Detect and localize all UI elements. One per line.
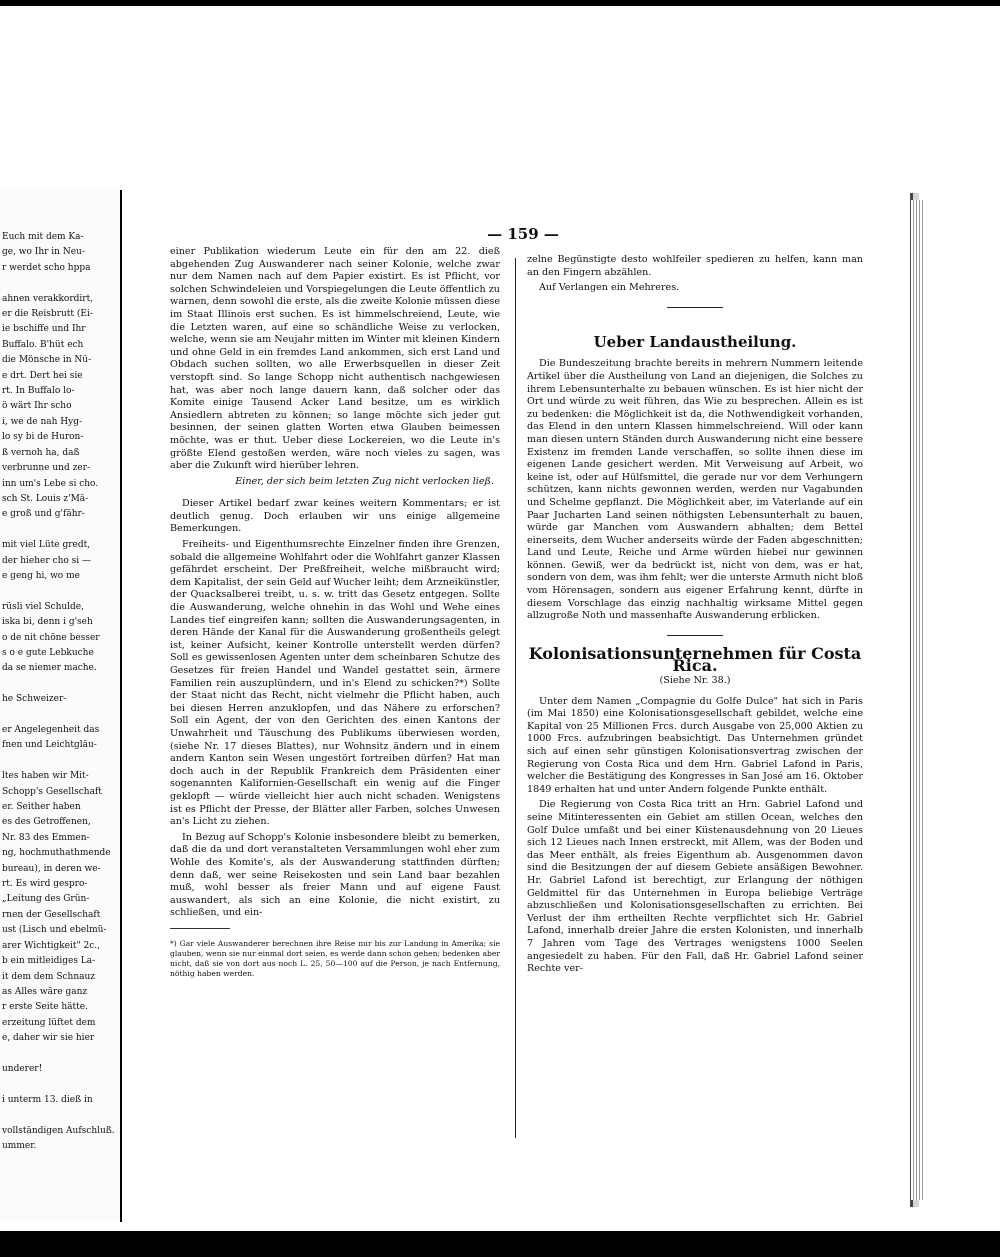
previous-page-line: ahnen verakkordirt, bbox=[2, 293, 94, 304]
previous-page-line: er die Reisbrutt (Ei- bbox=[2, 309, 93, 320]
previous-page-line: ö wärt Ihr scho bbox=[2, 401, 72, 412]
previous-page-line bbox=[2, 523, 120, 538]
scan-border-bottom bbox=[0, 1231, 1000, 1257]
previous-page-fragment bbox=[0, 190, 122, 1222]
article-paragraph: Auf Verlangen ein Mehreres. bbox=[539, 282, 680, 294]
page-number: — 159 — bbox=[487, 225, 559, 243]
previous-page-line: sch St. Louis z'Mä- bbox=[2, 493, 89, 504]
previous-page-line bbox=[2, 584, 120, 599]
previous-page-line: underer! bbox=[2, 1063, 43, 1074]
signature: Einer, der sich beim letzten Zug nicht verlocken ließ. bbox=[235, 475, 494, 487]
previous-page-line: arer Wichtigkeit" 2c., bbox=[2, 940, 100, 951]
previous-page-line: rnen der Gesellschaft bbox=[2, 909, 101, 920]
previous-page-line: s o e gute Lebkuche bbox=[2, 647, 94, 658]
previous-page-line: ltes haben wir Mit- bbox=[2, 771, 89, 782]
previous-page-line: fnen und Leichtgläu- bbox=[2, 740, 97, 751]
previous-page-line: rt. In Buffalo lo- bbox=[2, 386, 75, 397]
previous-page-line: e, daher wir sie hier bbox=[2, 1033, 95, 1044]
previous-page-line: vollständigen Aufschluß. bbox=[2, 1125, 115, 1136]
article-paragraph: Freiheits- und Eigenthumsrechte Einzelner finden ihre Grenzen, sobald die allgemeine Wohlfahrt oder die Wohlfahrt ganzer Klassen gefährdet erscheint. Der Preßfreiheit, welche mißbraucht wird; dem Kapitalist, der sein Geld auf Wucher leiht; dem Arzneikünstler, der Quacksalberei treibt, u. s. w. tritt das Gesetz entgegen. Sollte die Auswanderung, welche ohnehin in das Wohl und Wehe eines Landes tief eingreifen kann; sollten die Auswanderungsagenten, in deren Hände der Kanal für die Auswanderung großentheils gelegt ist, keiner Aufsicht, keiner Kontrolle unterstellt werden dürfen? Soll es gewissenlosen Agenten unter dem scheinbaren Schutze des Gesetzes für freien Handel und Wandel gestattet sein, ärmere Familien rein auszuplündern, und in's Elend zu schicken?*) Sollte der Staat nicht das Recht, nicht vielmehr die Pflicht haben, auch bei diesen Herren anzuklopfen, und das Nähere zu erforschen? Soll ein Agent, der von den Gerichten des einen Kantons der Unwahrheit und Täuschung des Publikums überwiesen worden, (siehe Nr. 17 dieses Blattes), nur Wohnsitz ändern und in einem andern Kanton sein Wesen ungestört fortreiben dürfen? Hat man doch auch in der Republik Frankreich dem Präsidenten einer sogenannten Kalifornien-Gesellschaft ein wenig auf die Finger geklopft — würde vielleicht hier auch nicht schaden. Wenigstens ist es Pflicht der Presse, der Blätter aller Farben, solches Unwesen an's Licht zu ziehen. bbox=[170, 539, 500, 828]
previous-page-line: der hieher cho si — bbox=[2, 555, 92, 566]
previous-page-line: i unterm 13. dieß in bbox=[2, 1094, 93, 1105]
previous-page-line: e geng hi, wo me bbox=[2, 570, 80, 581]
footnote: *) Gar viele Auswanderer berechnen ihre Reise nur bis zur Landung in Amerika; sie glauben, wenn sie nur einmal dort seien, es werde dann schon gehen; bedenken aber nicht, daß sie von dort aus noch L. 25, 50—100 auf die Person, je nach Entfernung, nöthig haben werden. bbox=[170, 938, 500, 978]
previous-page-line bbox=[2, 1077, 120, 1092]
previous-page-line: ummer. bbox=[2, 1140, 37, 1151]
previous-page-line: verbrunne und zer- bbox=[2, 463, 90, 474]
scan-border-top bbox=[0, 0, 1000, 6]
previous-page-line: Nr. 83 des Emmen- bbox=[2, 832, 90, 843]
previous-page-line bbox=[2, 754, 120, 769]
previous-page-line: r werdet scho hppa bbox=[2, 262, 91, 273]
previous-page-line: lo sy bi de Huron- bbox=[2, 432, 84, 443]
previous-page-line: as Alles wäre ganz bbox=[2, 986, 88, 997]
left-column bbox=[170, 246, 500, 979]
previous-page-line bbox=[2, 276, 120, 291]
previous-page-line: inn um's Lebe si cho. bbox=[2, 478, 99, 489]
previous-page-line: r erste Seite hätte. bbox=[2, 1002, 88, 1013]
previous-page-line bbox=[2, 677, 120, 692]
previous-page-text bbox=[2, 230, 120, 1154]
article-paragraph: Die Bundeszeitung brachte bereits in mehrern Nummern leitende Artikel über die Austheilung von Land an diejenigen, die Solches zu ihrem Lebensunterhalte zu bebauen wünschen. Es ist hier nicht der Ort und würde zu weit führen, das Wie zu besprechen. Allein es ist zu bedenken: die Möglichkeit ist da, die Nothwendigkeit vorhanden, das Elend in den untern Klassen himmelschreiend. Will oder kann man diesen untern Ständen durch Auswanderung nicht eine bessere Existenz im fremden Lande verschaffen, so sollte ihnen diese im eigenen Lande gesichert werden. Mit Verweisung auf Arbeit, wo keine ist, oder auf Hülfsmittel, die gerade nur vor dem Verhungern schützen, kann nichts gewonnen werden, werden nur Vagabunden und Schelme gepflanzt. Die Möglichkeit aber, im Vaterlande auf ein Paar Jucharten Land seinen nöthigsten Lebensunterhalt zu bauen, würde gar Manchen vom Auswandern abhalten; dem Bettel einerseits, dem Wucher anderseits würde der Faden abgeschnitten; Land und Leute, Reiche und Arme würden hiebei nur gewinnen können. Gewiß, wer da bedrückt ist, nicht von dem, was er hat, sondern von dem, was ihm fehlt; wer die unterste Armuth nicht bloß vom Hörensagen, sondern aus eigener Erfahrung kennt, dürfte in diesem Vorschlage das einzig nachhaltig wirksame Mittel gegen allzugroße Noth und massenhafte Auswanderung erblicken. bbox=[527, 358, 863, 622]
previous-page-line: o de nit chöne besser bbox=[2, 632, 100, 643]
previous-page-line bbox=[2, 708, 120, 723]
section-rule bbox=[667, 307, 723, 308]
article-paragraph: Die Regierung von Costa Rica tritt an Hrn. Gabriel Lafond und seine Mitinteressenten ein Gebiet am stillen Ocean, welches den Golf Dulce umfaßt und bei einer Küstenausdehnung von 20 Lieues sich 12 Lieues nach Innen erstreckt, mit Allem, was der Boden und das Meer enthält, als freies Eigenthum ab. Ausgenommen davon sind die Besitzungen der auf diesem Gebiete ansäßigen Bewohner. Hr. Gabriel Lafond ist berechtigt, zur Erlangung der nöthigen Geldmittel für das Unternehmen in Europa beliebige Verträge abzuschließen und Kolonisationsgesellschaften zu errichten. Bei Verlust der ihm ertheilten Rechte verpflichtet sich Hr. Gabriel Lafond, innerhalb dreier Jahre die ersten Kolonisten, und innerhalb 7 Jahren vom Tage des Vertrages wenigstens 1000 Seelen angesiedelt zu haben. Für den Fall, daß Hr. Gabriel Lafond seiner Rechte ver- bbox=[527, 799, 863, 975]
previous-page-line: ie bschiffe und Ihr bbox=[2, 324, 86, 335]
previous-page-line: ge, wo Ihr in Neu- bbox=[2, 247, 85, 258]
previous-page-line: da se niemer mache. bbox=[2, 663, 97, 674]
previous-page-line: die Mönsche in Nü- bbox=[2, 355, 92, 366]
previous-page-line: Euch mit dem Ka- bbox=[2, 232, 84, 242]
column-divider bbox=[515, 258, 516, 1138]
previous-page-line bbox=[2, 1047, 120, 1062]
section-heading: Ueber Landaustheilung. bbox=[593, 332, 797, 351]
previous-page-line: e groß und g'fähr- bbox=[2, 509, 85, 520]
previous-page-line: er. Seither haben bbox=[2, 802, 81, 813]
previous-page-line bbox=[2, 1108, 120, 1123]
previous-page-line: rt. Es wird gespro- bbox=[2, 879, 88, 890]
previous-page-line: i, we de nah Hyg- bbox=[2, 416, 82, 427]
previous-page-line: it dem dem Schnauz bbox=[2, 971, 96, 982]
article-paragraph: Dieser Artikel bedarf zwar keines weitern Kommentars; er ist deutlich genug. Doch erlauben wir uns einige allgemeine Bemerkungen. bbox=[170, 498, 500, 535]
previous-page-line: mit viel Lüte gredt, bbox=[2, 540, 91, 551]
section-reference: (Siehe Nr. 38.) bbox=[659, 675, 731, 687]
previous-page-line: Schopp's Gesellschaft bbox=[2, 786, 102, 797]
article-paragraph: Unter dem Namen „Compagnie du Golfe Dulce" hat sich in Paris (im Mai 1850) eine Kolonisationsgesellschaft gebildet, welche eine Kapital von 25 Millionen Frcs. durch Ausgabe von 25,000 Aktien zu 1000 Frcs. aufzubringen beabsichtigt. Das Unternehmen gründet sich auf einen sehr günstigen Kolonisationsvertrag zwischen der Regierung von Costa Rica und dem Hrn. Gabriel Lafond in Paris, welcher die Bestätigung des Kongresses in San José am 16. Oktober 1849 erhalten hat und unter Andern folgende Punkte enthält. bbox=[527, 695, 863, 795]
article-paragraph: In Bezug auf Schopp's Kolonie insbesondere bleibt zu bemerken, daß die da und dort veranstalteten Versammlungen wohl eher zum Wohle des Komite's, als der Auswanderung stattfinden dürften; denn daß, wer seine Reisekosten und sein Land baar bezahlen muß, wohl besser als freier Mann und auf eigene Faust auswandert, als sich an eine Kolonie, die nicht existirt, zu schließen, und ein- bbox=[170, 831, 500, 919]
right-column bbox=[527, 254, 863, 979]
section-heading: Kolonisationsunternehmen für Costa Rica. bbox=[528, 643, 862, 676]
previous-page-line: erzeitung lüftet dem bbox=[2, 1017, 96, 1028]
previous-page-line: b ein mitleidiges La- bbox=[2, 956, 96, 967]
previous-page-line: „Leitung des Grün- bbox=[2, 894, 90, 905]
previous-page-line: he Schweizer- bbox=[2, 694, 67, 705]
page-edge-gutter bbox=[911, 200, 925, 1200]
previous-page-line: ust (Lisch und ebelmü- bbox=[2, 925, 107, 936]
article-paragraph: einer Publikation wiederum Leute ein für den am 22. dieß abgehenden Zug Auswanderer nach seiner Kolonie, welche zwar nur dem Namen nach auf dem Papier existirt. Es ist Pflicht, vor solchen Schwindeleien und Vorspiegelungen die Leute öffentlich zu warnen, denn sowohl die erste, als die zweite Kolonie müssen diese im Staat Illinois erst suchen. Es ist himmelschreiend, Leute, wie die Letzten waren, auf eine so schändliche Weise zu verlocken, welche, wenn sie am Neujahr mitten im Winter mit kleinen Kindern und ohne Geld in ein fremdes Land ankommen, sich erst Land und Obdach suchen sollten, wo alle Erwerbsquellen in dieser Zeit verstopft sind. So lange Schopp nicht authentisch nachgewiesen hat, was aber noch lange dauern kann, daß solcher oder das Komite einige Tausend Acker Land besitze, um es wirklich Ansiedlern abtreten zu können; so lange möchte sich jeder gut besinnen, der seinen glatten Worten etwa Glauben beimessen möchte, was er thut. Ueber diese Lockereien, wo die Leute in's größte Elend gestoßen werden, wäre noch vieles zu sagen, was aber die Zukunft wird hierüber lehren. bbox=[170, 246, 500, 472]
previous-page-line: e drt. Dert hei sie bbox=[2, 370, 83, 381]
previous-page-line: bureau), in deren we- bbox=[2, 863, 101, 874]
previous-page-line: es des Getroffenen, bbox=[2, 817, 91, 828]
article-paragraph: zelne Begünstigte desto wohlfeiler spedieren zu helfen, kann man an den Fingern abzählen. bbox=[527, 254, 863, 278]
previous-page-line: rüsli viel Schulde, bbox=[2, 601, 84, 612]
footnote-rule bbox=[170, 928, 230, 929]
previous-page-line: ß vernoh ha, daß bbox=[2, 447, 80, 458]
previous-page-line: ng, hochmuthathmende bbox=[2, 848, 111, 859]
section-rule bbox=[667, 635, 723, 636]
previous-page-line: er Angelegenheit das bbox=[2, 725, 100, 735]
previous-page-line: iska bi, denn i g'seh bbox=[2, 617, 93, 628]
previous-page-line: Buffalo. B'hüt ech bbox=[2, 339, 84, 350]
